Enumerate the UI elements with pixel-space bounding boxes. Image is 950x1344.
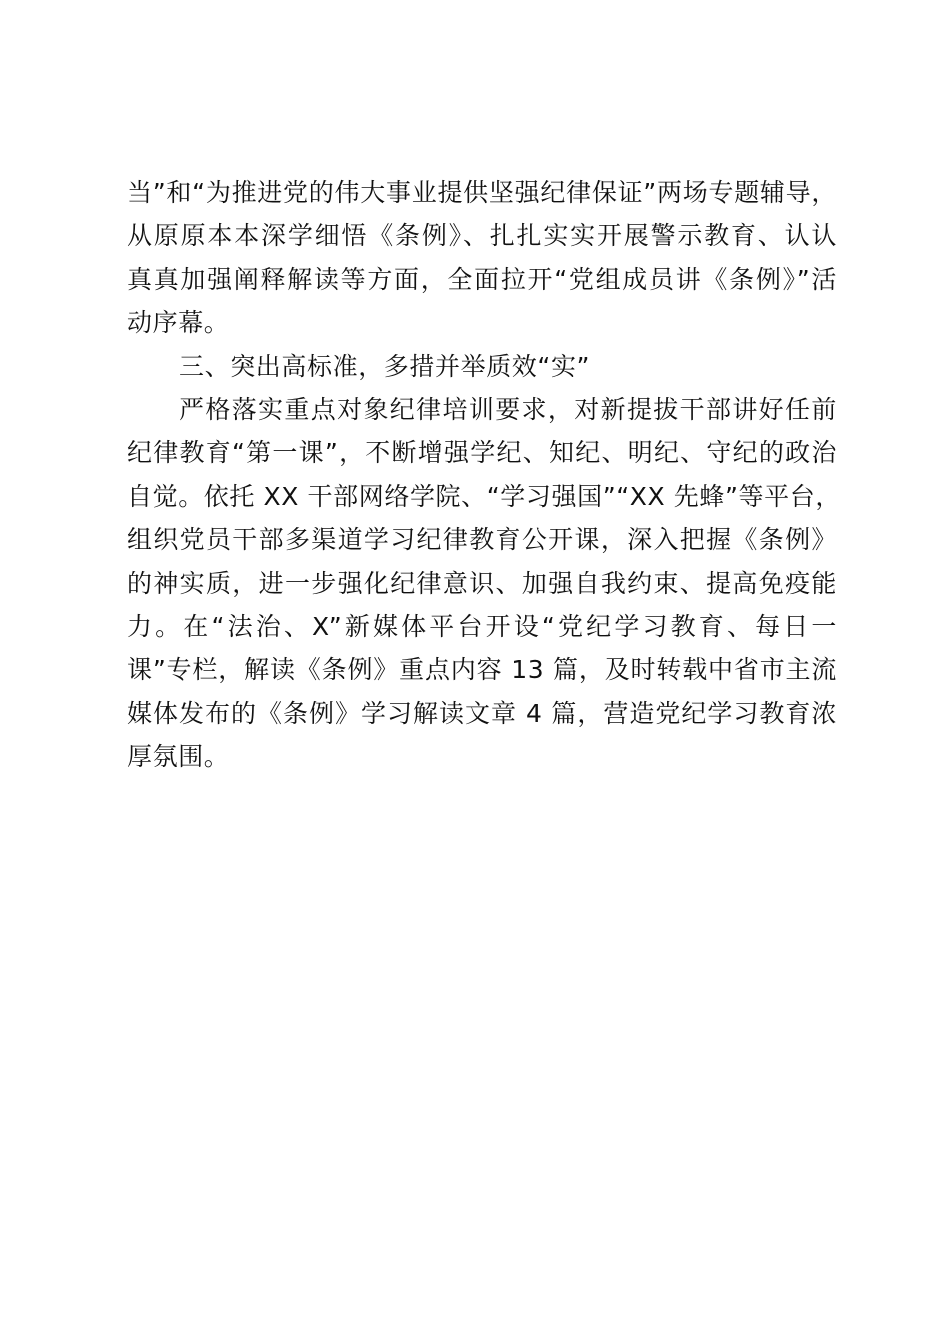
paragraph-first-line: 严格落实重点对象纪律培训要求，对新提拔干部讲好任前 bbox=[179, 394, 837, 424]
text-line: 纪律教育“第一课”，不断增强学纪、知纪、明纪、守纪的政治 bbox=[127, 438, 837, 468]
body-text bbox=[127, 171, 841, 778]
text-line: 媒体发布的《条例》学习解读文章 4 篇，营造党纪学习教育浓 bbox=[127, 698, 837, 728]
text-line: 当”和“为推进党的伟大事业提供坚强纪律保证”两场专题辅导， bbox=[127, 178, 837, 207]
text-line: 动序幕。 bbox=[127, 308, 230, 338]
text-line: 的神实质，进一步强化纪律意识、加强自我约束、提高免疫能 bbox=[127, 568, 837, 598]
section-heading: 三、突出高标准，多措并举质效“实” bbox=[179, 351, 591, 381]
text-line: 自觉。依托 XX 干部网络学院、“学习强国”“XX 先蜂”等平台， bbox=[127, 481, 841, 511]
text-line: 从原原本本深学细悟《条例》、扎扎实实开展警示教育、认认 bbox=[127, 221, 837, 251]
text-line: 组织党员干部多渠道学习纪律教育公开课，深入把握《条例》 bbox=[127, 525, 837, 555]
text-line: 力。在“法治、X”新媒体平台开设“党纪学习教育、每日一 bbox=[127, 611, 837, 641]
text-line: 真真加强阐释解读等方面，全面拉开“党组成员讲《条例》”活 bbox=[127, 264, 837, 294]
text-line: 课”专栏，解读《条例》重点内容 13 篇，及时转载中省市主流 bbox=[127, 655, 837, 685]
text-line: 厚氛围。 bbox=[127, 742, 230, 772]
